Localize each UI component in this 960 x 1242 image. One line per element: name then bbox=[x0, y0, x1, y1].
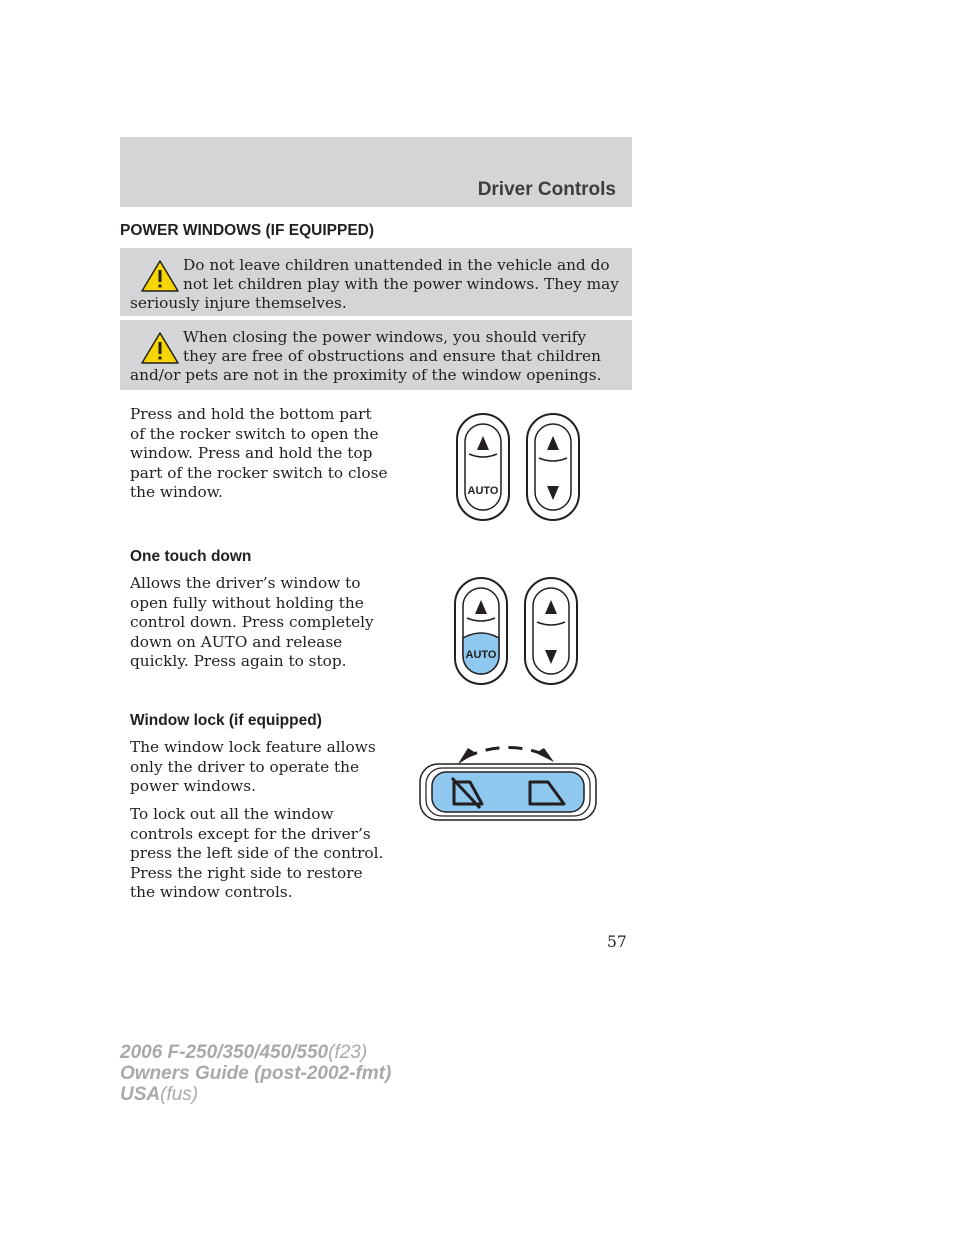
auto-switch bbox=[457, 414, 509, 520]
window-switch-figure bbox=[455, 412, 585, 524]
footer-model-code: (f23) bbox=[328, 1042, 368, 1063]
warning-triangle-icon bbox=[140, 259, 180, 293]
arrow-left-icon bbox=[458, 748, 476, 764]
rocking-motion-arc bbox=[464, 747, 548, 758]
rocker-switch-paragraph: Press and hold the bottom part of the rocker switch to open the window. Press and hold the top part of the rocker switch to close the window. bbox=[130, 405, 388, 501]
one-touch-heading: One touch down bbox=[130, 548, 252, 565]
auto-label: AUTO bbox=[467, 485, 499, 497]
rocker-switch bbox=[525, 578, 577, 684]
footer-guide: Owners Guide (post-2002-fmt) bbox=[120, 1063, 392, 1084]
arrow-right-icon bbox=[536, 748, 554, 762]
warning-triangle-icon bbox=[140, 331, 180, 365]
footer-market-code: (fus) bbox=[160, 1084, 199, 1105]
section-title: POWER WINDOWS (IF EQUIPPED) bbox=[120, 222, 375, 239]
warning-box bbox=[120, 320, 632, 390]
window-lock-switch-figure bbox=[418, 738, 598, 824]
window-lock-paragraph-1: The window lock feature allows only the driver to operate the power windows. bbox=[130, 738, 376, 795]
auto-switch-highlight-figure bbox=[453, 576, 583, 688]
warning-box bbox=[120, 248, 632, 316]
document-footer bbox=[120, 1042, 391, 1105]
footer-model: 2006 F-250/350/450/550 bbox=[120, 1042, 329, 1063]
one-touch-paragraph: Allows the driver’s window to open fully without holding the control down. Press completely down on AUTO and release quickly. Press again to stop. bbox=[130, 574, 374, 670]
window-lock-heading: Window lock (if equipped) bbox=[130, 712, 322, 729]
auto-label: AUTO bbox=[465, 649, 497, 661]
window-lock-paragraph-2: To lock out all the window controls except for the driver’s press the left side of the control. Press the right side to restore the window controls. bbox=[130, 805, 384, 901]
page-header-title: Driver Controls bbox=[477, 179, 616, 200]
auto-switch bbox=[455, 578, 507, 684]
rocker-switch bbox=[527, 414, 579, 520]
header-band bbox=[120, 137, 632, 207]
page-number: 57 bbox=[607, 933, 627, 951]
warning-text: When closing the power windows, you should verify they are free of obstructions and ensure that children and/or pets are not in the proximity of the window openings. bbox=[130, 328, 602, 384]
warning-text: Do not leave children unattended in the vehicle and do not let children play with the power windows. They may seriously injure themselves. bbox=[130, 256, 619, 312]
footer-market: USA bbox=[120, 1084, 161, 1105]
